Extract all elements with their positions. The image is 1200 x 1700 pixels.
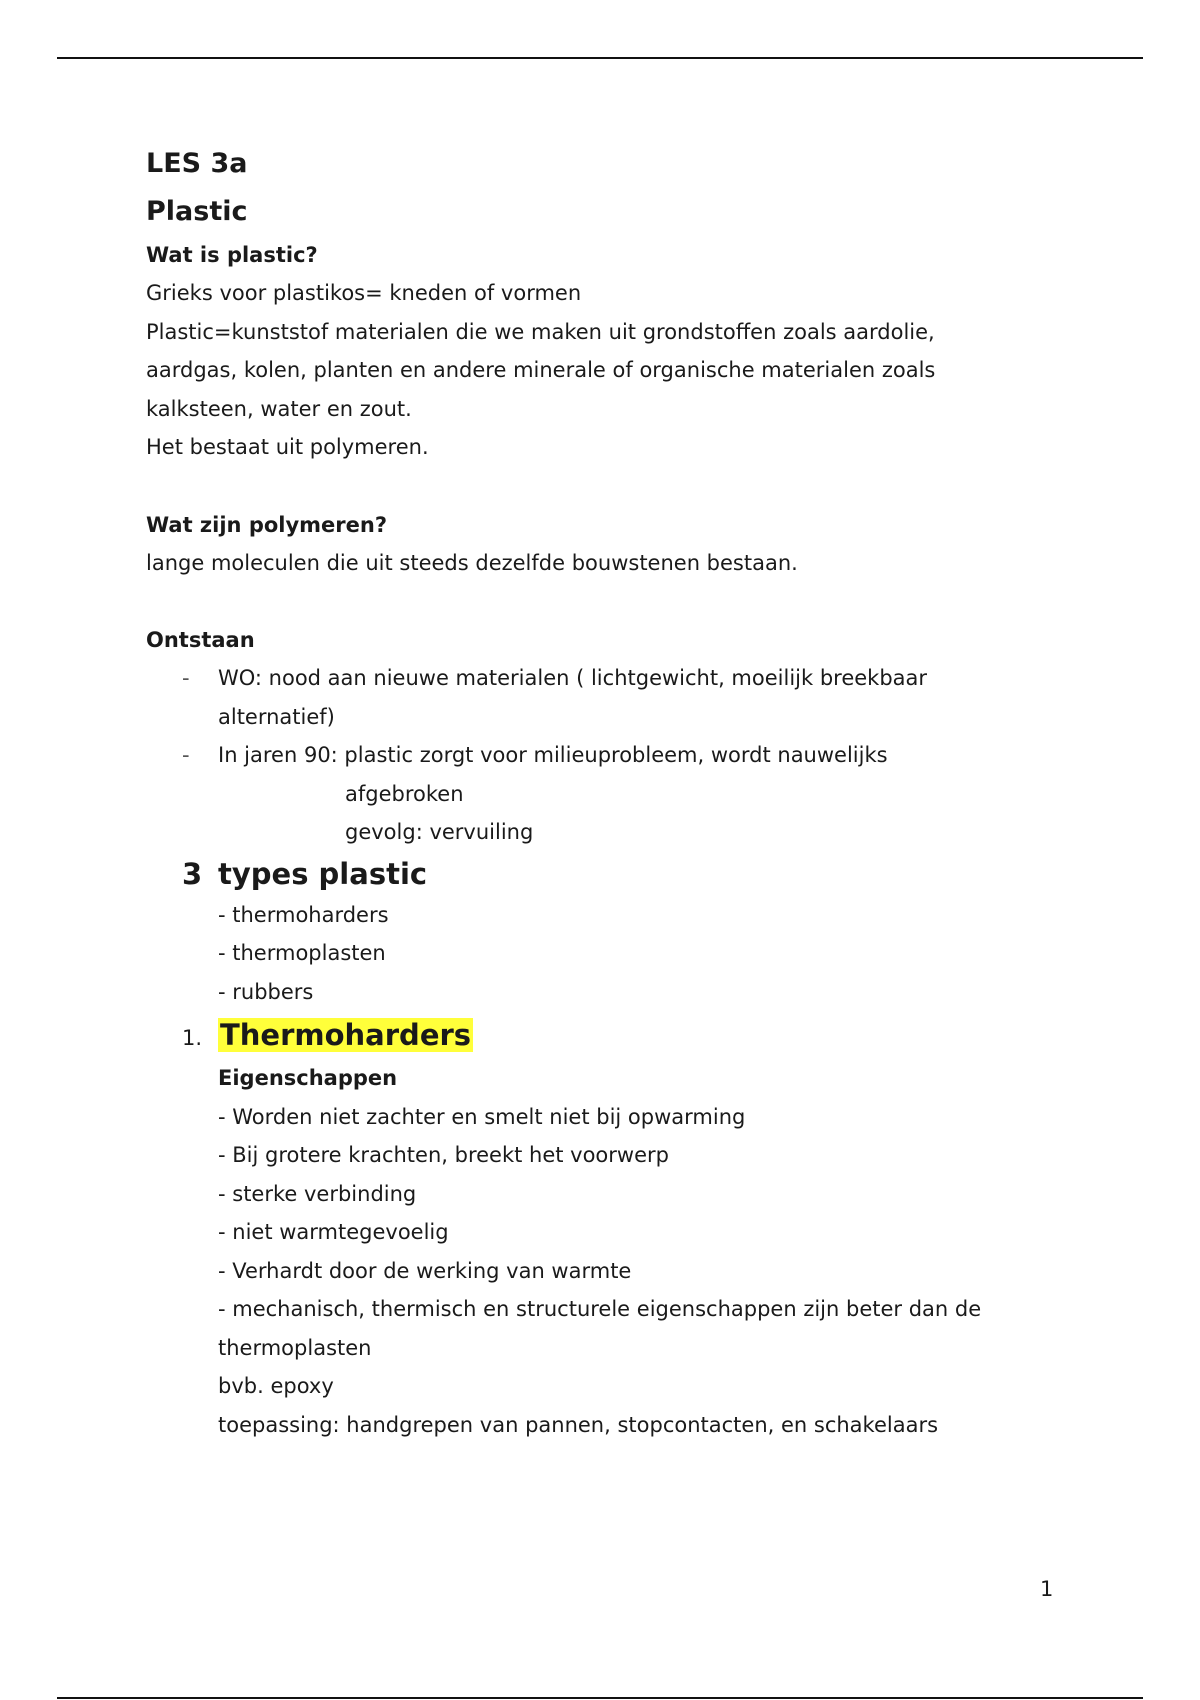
- types-item: - thermoplasten: [218, 941, 386, 965]
- page-number: 1: [1040, 1577, 1054, 1601]
- list-item-text: alternatief): [218, 704, 335, 729]
- thermoharders-heading: [146, 1011, 1046, 1059]
- property-line: - Worden niet zachter en smelt niet bij opwarming: [218, 1104, 746, 1129]
- paragraph-line: lange moleculen die uit steeds dezelfde bouwstenen bestaan.: [146, 550, 798, 575]
- property-line: thermoplasten: [218, 1335, 372, 1360]
- ontstaan-list: [146, 659, 1046, 775]
- document-title: LES 3a: [146, 148, 248, 179]
- property-line: - Verhardt door de werking van warmte: [218, 1258, 632, 1283]
- types-heading-text: types plastic: [218, 856, 428, 891]
- section-heading-ontstaan: Ontstaan: [146, 628, 255, 652]
- property-line: - Bij grotere krachten, breekt het voorwerp: [218, 1143, 669, 1167]
- property-line: - sterke verbinding: [218, 1181, 417, 1206]
- types-item: - rubbers: [218, 979, 314, 1004]
- example-line: bvb. epoxy: [218, 1374, 334, 1398]
- footer-rule: [57, 1697, 1143, 1699]
- indented-line: gevolg: vervuiling: [345, 820, 534, 844]
- dash-bullet: -: [182, 666, 190, 690]
- paragraph-line: Plastic=kunststof materialen die we maken uit grondstoffen zoals aardolie,: [146, 319, 935, 344]
- paragraph-line: aardgas, kolen, planten en andere minerale of organische materialen zoals: [146, 358, 936, 382]
- property-line: - niet warmtegevoelig: [218, 1220, 449, 1244]
- types-number: 3: [182, 856, 203, 891]
- indented-line: afgebroken: [345, 781, 464, 806]
- property-line: - mechanisch, thermisch en structurele eigenschappen zijn beter dan de: [218, 1297, 982, 1321]
- section-heading-wat-is-plastic: Wat is plastic?: [146, 243, 318, 267]
- header-rule: [57, 57, 1143, 59]
- document-subtitle: Plastic: [146, 196, 248, 227]
- highlighted-heading-text: Thermoharders: [220, 1018, 472, 1052]
- section-heading-polymeren: Wat zijn polymeren?: [146, 512, 388, 537]
- paragraph-line: Het bestaat uit polymeren.: [146, 435, 429, 459]
- application-line: toepassing: handgrepen van pannen, stopcontacten, en schakelaars: [218, 1412, 939, 1437]
- list-item-text: WO: nood aan nieuwe materialen ( lichtgewicht, moeilijk breekbaar: [218, 666, 928, 690]
- paragraph-line: Grieks voor plastikos= kneden of vormen: [146, 281, 582, 305]
- list-item-continuation: [146, 698, 1046, 737]
- dash-bullet: -: [182, 743, 190, 767]
- types-heading: [146, 852, 1046, 896]
- types-item: - thermoharders: [218, 902, 389, 927]
- heading-number: 1.: [182, 1026, 203, 1050]
- list-item: [146, 659, 1046, 698]
- list-item: [146, 736, 1046, 775]
- list-item-text: In jaren 90: plastic zorgt voor milieuprobleem, wordt nauwelijks: [218, 743, 888, 767]
- paragraph-line: kalksteen, water en zout.: [146, 396, 412, 421]
- document-page: [146, 140, 1046, 1444]
- eigenschappen-subheading: Eigenschappen: [218, 1066, 398, 1090]
